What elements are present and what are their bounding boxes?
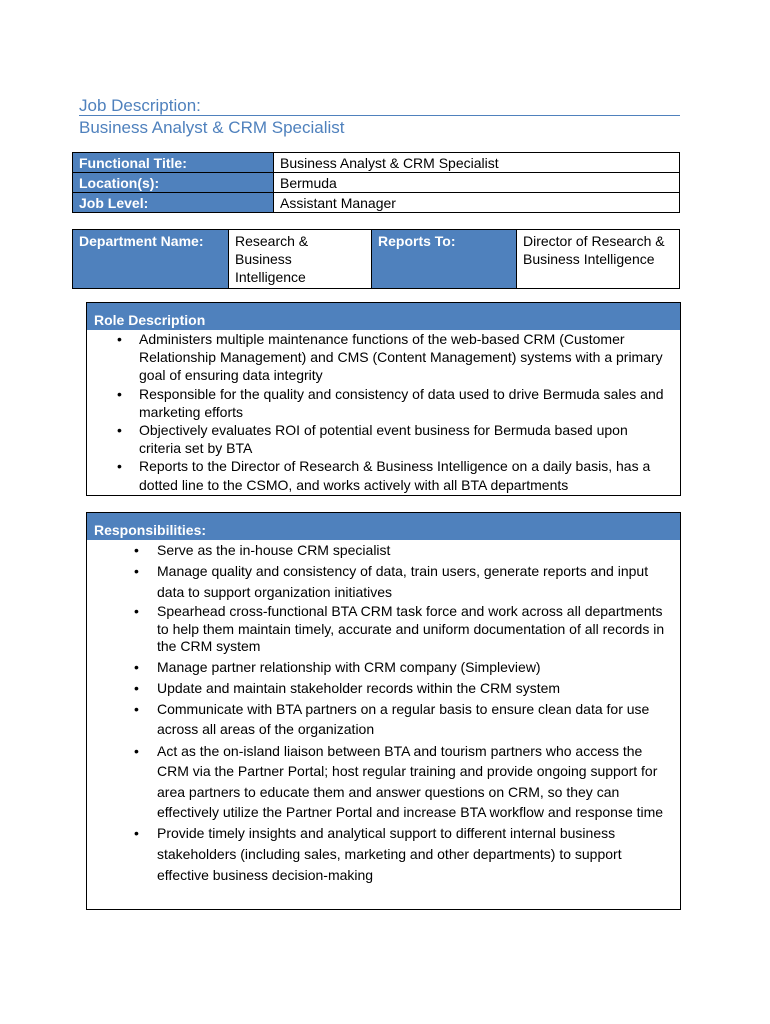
job-level-value: Assistant Manager [274, 193, 680, 213]
job-level-label: Job Level: [73, 193, 274, 213]
list-item: • Act as the on-island liaison between BTA and tourism partners who access the CRM via the Partner Portal; host regular training and provide ongoing support for area partners to educate them and answer questions on CRM, so they can effectively utilize the Partner Portal and increase BTA workflow and response time [134, 742, 664, 821]
responsibilities-section [86, 512, 681, 910]
table-row [73, 153, 680, 173]
bullet-icon: • [134, 679, 139, 696]
bullet-icon: • [134, 602, 139, 619]
reports-to-label: Reports To: [372, 230, 517, 289]
bullet-icon: • [134, 542, 139, 558]
job-info-table [72, 152, 680, 213]
table-row [73, 193, 680, 213]
department-name-label: Department Name: [73, 230, 229, 289]
department-table [72, 229, 680, 289]
list-item: • Spearhead cross-functional BTA CRM task force and work across all departments to help them maintain timely, accurate and uniform documentation of all records in the CRM system [134, 602, 665, 655]
bullet-icon: • [117, 331, 122, 347]
list-item: • Update and maintain stakeholder records within the CRM system [87, 678, 680, 699]
list-item: • Administers multiple maintenance functions of the web-based CRM (Customer Relationship Management) and CMS (Content Management) systems with a primary goal of ensuring data integrity [117, 331, 663, 384]
bullet-icon: • [134, 825, 139, 842]
functional-title-label: Functional Title: [73, 153, 274, 173]
bullet-icon: • [134, 742, 139, 759]
role-description-list [87, 330, 680, 494]
list-item: • Serve as the in-house CRM specialist [87, 540, 680, 561]
list-item: • Provide timely insights and analytical support to different internal business stakeholders (including sales, marketing and other departments) to support effective business decision-making [134, 825, 622, 883]
list-item: • Manage partner relationship with CRM company (Simpleview) [87, 657, 680, 678]
bullet-icon: • [117, 422, 122, 439]
reports-to-value: Director of Research & Business Intelligence [517, 230, 680, 289]
functional-title-value: Business Analyst & CRM Specialist [274, 153, 680, 173]
role-description-title: Role Description [87, 303, 680, 330]
bullet-icon: • [134, 658, 139, 675]
role-description-section [86, 302, 681, 496]
department-name-value: Research & Business Intelligence [229, 230, 372, 289]
list-item: • Communicate with BTA partners on a regular basis to ensure clean data for use across all areas of the organization [134, 700, 650, 738]
list-item: • Manage quality and consistency of data, train users, generate reports and input data to support organization initiatives [134, 563, 649, 600]
bullet-icon: • [117, 458, 122, 475]
locations-value: Bermuda [274, 173, 680, 193]
locations-label: Location(s): [73, 173, 274, 193]
title-divider [79, 115, 680, 116]
list-item: • Reports to the Director of Research & Business Intelligence on a daily basis, has a dotted line to the CSMO, and works actively with all BTA departments [117, 458, 651, 493]
document-title-line2: Business Analyst & CRM Specialist [79, 118, 345, 137]
list-item: • Responsible for the quality and consistency of data used to drive Bermuda sales and marketing efforts [117, 385, 664, 420]
bullet-icon: • [117, 385, 122, 402]
bullet-icon: • [134, 563, 139, 580]
table-row [73, 173, 680, 193]
table-row [73, 230, 680, 289]
list-item: • Objectively evaluates ROI of potential event business for Bermuda based upon criteria set by BTA [117, 422, 628, 457]
bullet-icon: • [134, 700, 139, 717]
responsibilities-title: Responsibilities: [87, 513, 680, 540]
responsibilities-list [87, 540, 680, 885]
document-title-line1: Job Description: [79, 96, 201, 115]
